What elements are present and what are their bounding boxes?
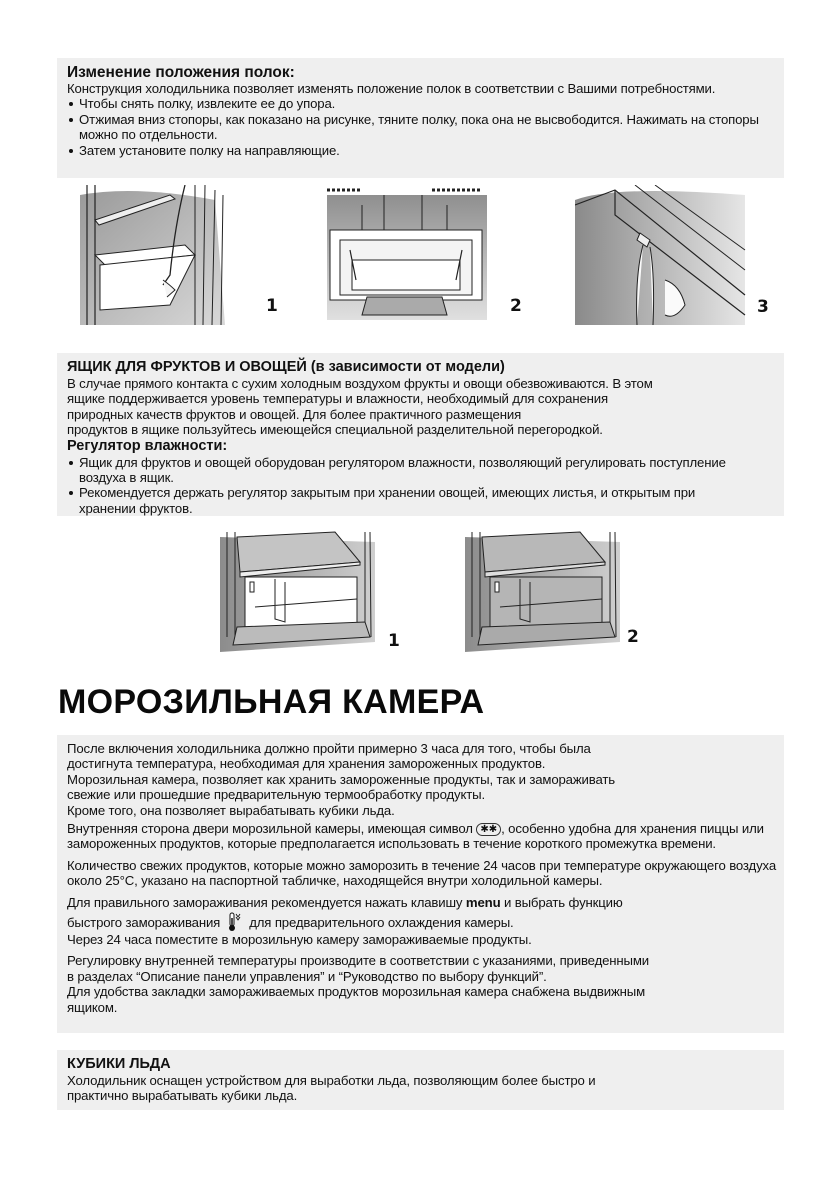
crisper-drawer-open-regulator [215,527,385,652]
ice-line-1: Холодильник оснащен устройством для выработки льда, позволяющим более быстро и [67,1073,596,1088]
crisper-line-2: ящике поддерживается уровень температуры и влажности, необходимый для сохранения [67,391,608,407]
shelf-figure-1-number: 1 [266,296,278,316]
freezer-title: МОРОЗИЛЬНАЯ КАМЕРА [58,683,485,721]
crisper-bullet-2: Рекомендуется держать регулятор закрытым при хранении овощей, имеющих листья, и открытым при хранении фруктов. [67,485,747,516]
freezer-capacity-paragraph: Количество свежих продуктов, которые можно заморозить в течение 24 часов при температуре окружающего воздуха около 25°С, указано на паспортной табличке, находящейся внутри холодильной камеры. [67,857,777,889]
shelves-section [57,58,784,178]
freezer-door-paragraph [67,821,777,852]
shelves-bullet-1: Чтобы снять полку, извлеките ее до упора. [67,96,774,111]
two-star-symbol-icon: ✱✱ [476,823,501,836]
fast-freeze-thermometer-icon [228,912,242,932]
freezer-menu-paragraph [67,895,774,910]
crisper-line-4: продуктов в ящике пользуйтесь имеющейся специальной разделительной перегородкой. [67,422,603,438]
freezer-p1-line-4: свежие или прошедшие предварительную термообработку продукты. [67,787,485,803]
crisper-bullet-1: Ящик для фруктов и овощей оборудован регулятором влажности, позволяющий регулировать поступление воздуха в ящик. [67,455,772,486]
crisper-bullets [67,455,774,517]
shelf-lift-hands-illustration [322,185,492,325]
freezer-p5-line-3: Для удобства закладки замораживаемых продуктов морозильная камера снабжена выдвижным [67,984,646,1000]
shelf-pull-out-illustration [75,185,235,325]
menu-key-label: menu [465,894,501,910]
freezer-section [57,735,784,1033]
crisper-line-3: природных качеств фруктов и овощей. Для более практичного размещения [67,406,522,422]
shelf-stopper-press-illustration [575,185,750,325]
crisper-figure-1-number: 1 [388,631,400,651]
crisper-figure-1 [215,527,385,652]
shelves-bullet-3: Затем установите полку на направляющие. [67,143,774,158]
freezer-p5-line-2: в разделах “Описание панели управления” и “Руководство по выбору функций”. [67,968,547,984]
menu-text-1: Для правильного замораживания рекомендуется нажать клавишу [67,894,463,910]
crisper-figure-2 [460,527,630,652]
freezer-p1-line-5: Кроме того, она позволяет вырабатывать кубики льда. [67,802,395,818]
freezer-p1-line-3: Морозильная камера, позволяет как хранить замороженные продукты, так и замораживать [67,771,615,787]
ice-cubes-title: КУБИКИ ЛЬДА [67,1056,171,1072]
crisper-section [57,353,784,516]
shelves-bullets [67,96,774,158]
shelves-bullet-2: Отжимая вниз стопоры, как показано на рисунке, тяните полку, пока она не высвободится. Нажимать на стопоры можно по отдельности. [67,112,767,143]
menu-text-2: и выбрать функцию [504,894,623,910]
shelf-figure-3-number: 3 [757,297,769,317]
crisper-figure-2-number: 2 [627,627,639,647]
freezer-p1-line-1: После включения холодильника должно пройти примерно 3 часа для того, чтобы была [67,741,591,756]
fast-freeze-text-1: быстрого замораживания [67,915,221,931]
shelf-figure-2-number: 2 [510,296,522,316]
after-24h-line: Через 24 часа поместите в морозильную камеру замораживаемые продукты. [67,932,532,948]
freezer-p5-line-1: Регулировку внутренней температуры производите в соответствии с указаниями, приведенными [67,953,650,969]
shelf-figure-2 [322,185,492,325]
shelf-figure-3 [575,185,750,325]
freezer-p1-line-2: достигнута температура, необходимая для хранения замороженных продуктов. [67,756,546,772]
ice-line-2: практично вырабатывать кубики льда. [67,1088,298,1104]
shelf-figure-1 [75,185,235,325]
crisper-line-1: В случае прямого контакта с сухим холодным воздухом фрукты и овощи обезвоживаются. В этом [67,376,653,391]
freezer-door-text-2: , особенно удобна для хранения пиццы или замороженных продуктов, которые предполагается использовать в течение короткого промежутка времени. [67,821,764,852]
shelves-intro: Конструкция холодильника позволяет изменять положение полок в соответствии с Вашими потребностями. [67,81,716,96]
fast-freeze-line [67,912,774,932]
freezer-door-text-1: Внутренняя сторона двери морозильной камеры, имеющая символ [67,821,473,837]
crisper-title: ЯЩИК ДЛЯ ФРУКТОВ И ОВОЩЕЙ (в зависимости от модели) [67,359,505,375]
fast-freeze-text-2: для предварительного охлаждения камеры. [249,915,514,931]
freezer-p5-line-4: ящиком. [67,999,118,1015]
crisper-drawer-closed-regulator [460,527,630,652]
humidity-regulator-subtitle: Регулятор влажности: [67,437,228,454]
shelves-title: Изменение положения полок: [67,64,295,81]
ice-cubes-section [57,1050,784,1110]
